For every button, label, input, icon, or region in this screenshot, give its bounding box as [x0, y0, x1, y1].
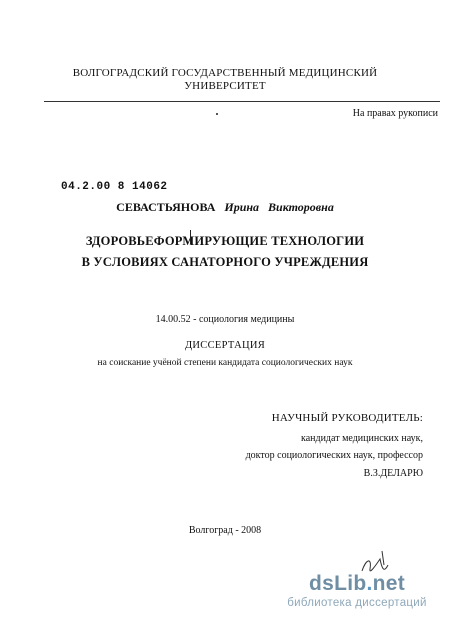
supervisor-degree-2: доктор социологических наук, профессор — [245, 450, 423, 461]
watermark-tagline: библиотека диссертаций — [287, 597, 427, 609]
title-line-1: ЗДОРОВЬЕФОРМИРУЮЩИЕ ТЕХНОЛОГИИ — [85, 234, 365, 248]
title-line-2: В УСЛОВИЯХ САНАТОРНОГО УЧРЕЖДЕНИЯ — [81, 255, 369, 269]
specialty-code: 14.00.52 - социология медицины — [155, 314, 295, 325]
author-first-name: Ирина — [224, 200, 260, 214]
supervisor-degree-1: кандидат медицинских наук, — [301, 432, 423, 444]
watermark-logo-tld: net — [372, 572, 406, 595]
header-divider — [44, 101, 440, 102]
library-code-stamp: 04.2.00 8 14062 — [61, 181, 168, 193]
watermark — [268, 572, 446, 611]
university-name — [0, 67, 450, 93]
degree-line: на соискание учёной степени кандидата социологических наук — [97, 358, 353, 368]
watermark-logo-main: dsLib — [308, 572, 367, 595]
document-type: ДИССЕРТАЦИЯ — [184, 340, 266, 351]
dissertation-title — [0, 231, 450, 273]
supervisor-heading: НАУЧНЫЙ РУКОВОДИТЕЛЬ: — [271, 412, 423, 424]
university-line-1: ВОЛГОГРАДСКИЙ ГОСУДАРСТВЕННЫЙ МЕДИЦИНСКИЙ — [72, 67, 378, 79]
author-patronymic: Викторовна — [268, 200, 334, 214]
city-year: Волгоград - 2008 — [188, 525, 262, 536]
handwritten-correction-mark — [189, 230, 192, 244]
author-surname: СЕВАСТЬЯНОВА — [116, 200, 216, 214]
author-name — [0, 200, 450, 215]
supervisor-block — [246, 410, 423, 482]
watermark-logo-dot: . — [366, 572, 373, 595]
university-line-2: УНИВЕРСИТЕТ — [184, 80, 266, 92]
supervisor-name: В.З.ДЕЛАРЮ — [363, 467, 423, 479]
watermark-logo — [268, 572, 446, 596]
rights-notice: На правах рукописи — [352, 108, 438, 119]
scan-speck — [216, 113, 218, 115]
